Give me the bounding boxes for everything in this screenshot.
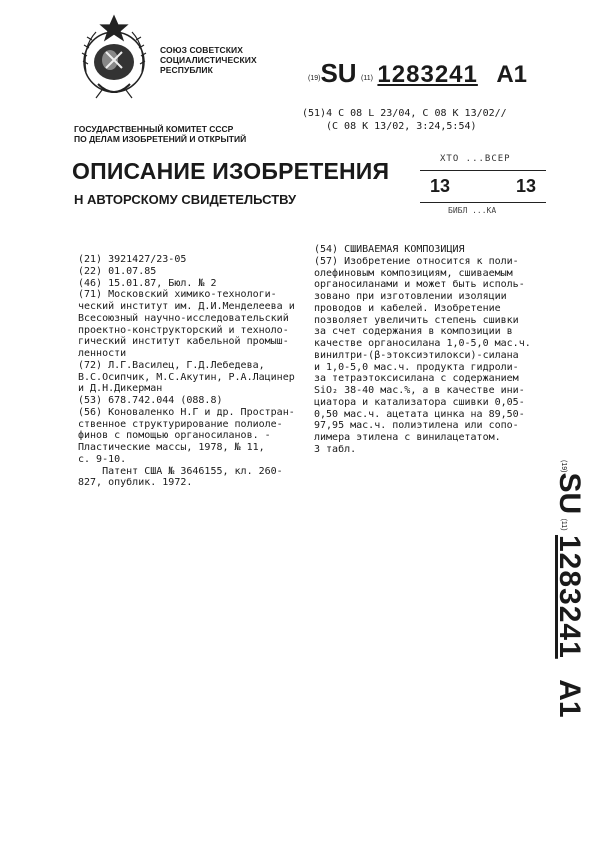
abstract-line: проводов и кабелей. Изобретение [314,302,501,314]
ipc-line: (51)4 C 08 L 23/04, C 08 K 13/02// [302,108,507,119]
stamp-line [420,202,546,203]
biblio-line: финов с помощью органосиланов. - [78,430,271,442]
country-code: SU [553,472,586,515]
biblio-line: (46) 15.01.87, Бюл. № 2 [78,277,217,289]
num-prefix: (11) [560,518,567,531]
biblio-line: Патент США № 3646155, кл. 260- [78,465,283,477]
state-committee-line: ПО ДЕЛАМ ИЗОБРЕТЕНИЙ И ОТКРЫТИЙ [74,134,247,144]
abstract-line: 0,50 мас.ч. ацетата цинка на 89,50- [314,408,525,420]
abstract-line: и 1,0-5,0 мас.ч. продукта гидроли- [314,361,519,373]
biblio-line: с. 9-10. [78,453,127,465]
ussr-emblem [72,12,156,106]
stamp-left-number: 13 [430,176,451,196]
document-title: ОПИСАНИЕ ИЗОБРЕТЕНИЯ [72,158,390,184]
abstract-line: (57) Изобретение относится к поли- [314,255,519,267]
biblio-line: Всесоюзный научно-исследовательский [78,312,289,324]
ipc-line: (C 08 K 13/02, 3:24,5:54) [326,121,477,132]
biblio-line: и Д.Н.Дикерман [78,383,163,395]
abstract-line: 97,95 мас.ч. полиэтилена или сопо- [314,420,519,432]
abstract-line: олефиновым композициям, сшиваемым [314,267,513,279]
biblio-line: ственное структурирование полиоле- [78,418,283,430]
state-committee-line: ГОСУДАРСТВЕННЫЙ КОМИТЕТ СССР [74,124,234,134]
pub-prefix: (19) [308,75,321,82]
abstract-line: 3 табл. [314,443,357,455]
country-name-line: СОЮЗ СОВЕТСКИХ [160,45,244,55]
biblio-line: (21) 3921427/23-05 [78,254,187,265]
stamp-right-number: 13 [516,176,537,196]
publication-number [308,58,527,89]
stamp-bottom-text: БИБЛ ...КА [448,206,497,215]
abstract-line: за счет содержания в композиции в [314,326,513,338]
patent-number: 1283241 [553,534,586,659]
biblio-line: (56) Коноваленко Н.Г и др. Простран- [78,406,295,418]
abstract-line: качестве органосилана 1,0-5,0 мас.ч. [314,338,531,349]
kind-code: A1 [553,679,586,718]
country-name [160,45,257,75]
biblio-line: проектно-конструкторский и техноло- [78,324,289,336]
abstract-line: SiO₂ 38-40 мас.%, а в качестве ини- [314,385,525,396]
country-name-line: РЕСПУБЛИК [160,65,213,75]
biblio-line: (22) 01.07.85 [78,265,157,277]
num-prefix: (11) [361,75,373,82]
country-code: SU [320,58,357,88]
abstract-line: за тетраэтоксисилана с содержанием [314,373,519,385]
ipc-classification [302,107,507,133]
abstract-line: лимера этилена с винилацетатом. [314,432,501,443]
abstract-line: циатора и катализатора сшивки 0,05- [314,396,525,408]
stamp-top-text: ХТО ...ВСЕР [440,154,511,164]
biblio-line: (71) Московский химико-технологи- [78,289,277,301]
abstract-line: (54) СШИВАЕМАЯ КОМПОЗИЦИЯ [314,244,465,255]
biblio-line: Пластические массы, 1978, № 11, [78,442,265,453]
pub-prefix: (19) [560,460,567,473]
biblio-line: ленности [78,348,127,359]
biblio-line: (53) 678.742.044 (088.8) [78,395,223,406]
bibliographic-data [78,254,295,489]
biblio-line: гический институт кабельной промыш- [78,336,289,348]
biblio-line: ческий институт им. Д.И.Менделеева и [78,301,295,312]
biblio-line: В.С.Осипчик, М.С.Акутин, Р.А.Лацинер [78,371,295,383]
kind-code: A1 [496,61,527,88]
state-committee [74,124,246,144]
abstract-line: винилтри-(β-этоксиэтилокси)-силана [314,349,519,361]
patent-number: 1283241 [377,61,478,88]
biblio-line: 827, опублик. 1972. [78,477,193,489]
country-name-line: СОЦИАЛИСТИЧЕСКИХ [160,55,257,65]
biblio-line: (72) Л.Г.Василец, Г.Д.Лебедева, [78,359,265,371]
abstract-line: позволяет увеличить степень сшивки [314,314,519,326]
abstract-line: зовано при изготовлении изоляции [314,291,507,302]
stamp-line [420,170,546,171]
abstract-line: органосиланами и может быть исполь- [314,279,525,291]
vertical-publication-number [552,460,586,718]
document-subtitle: Н АВТОРСКОМУ СВИДЕТЕЛЬСТВУ [74,192,297,207]
library-stamp [420,142,546,222]
abstract [314,244,531,456]
